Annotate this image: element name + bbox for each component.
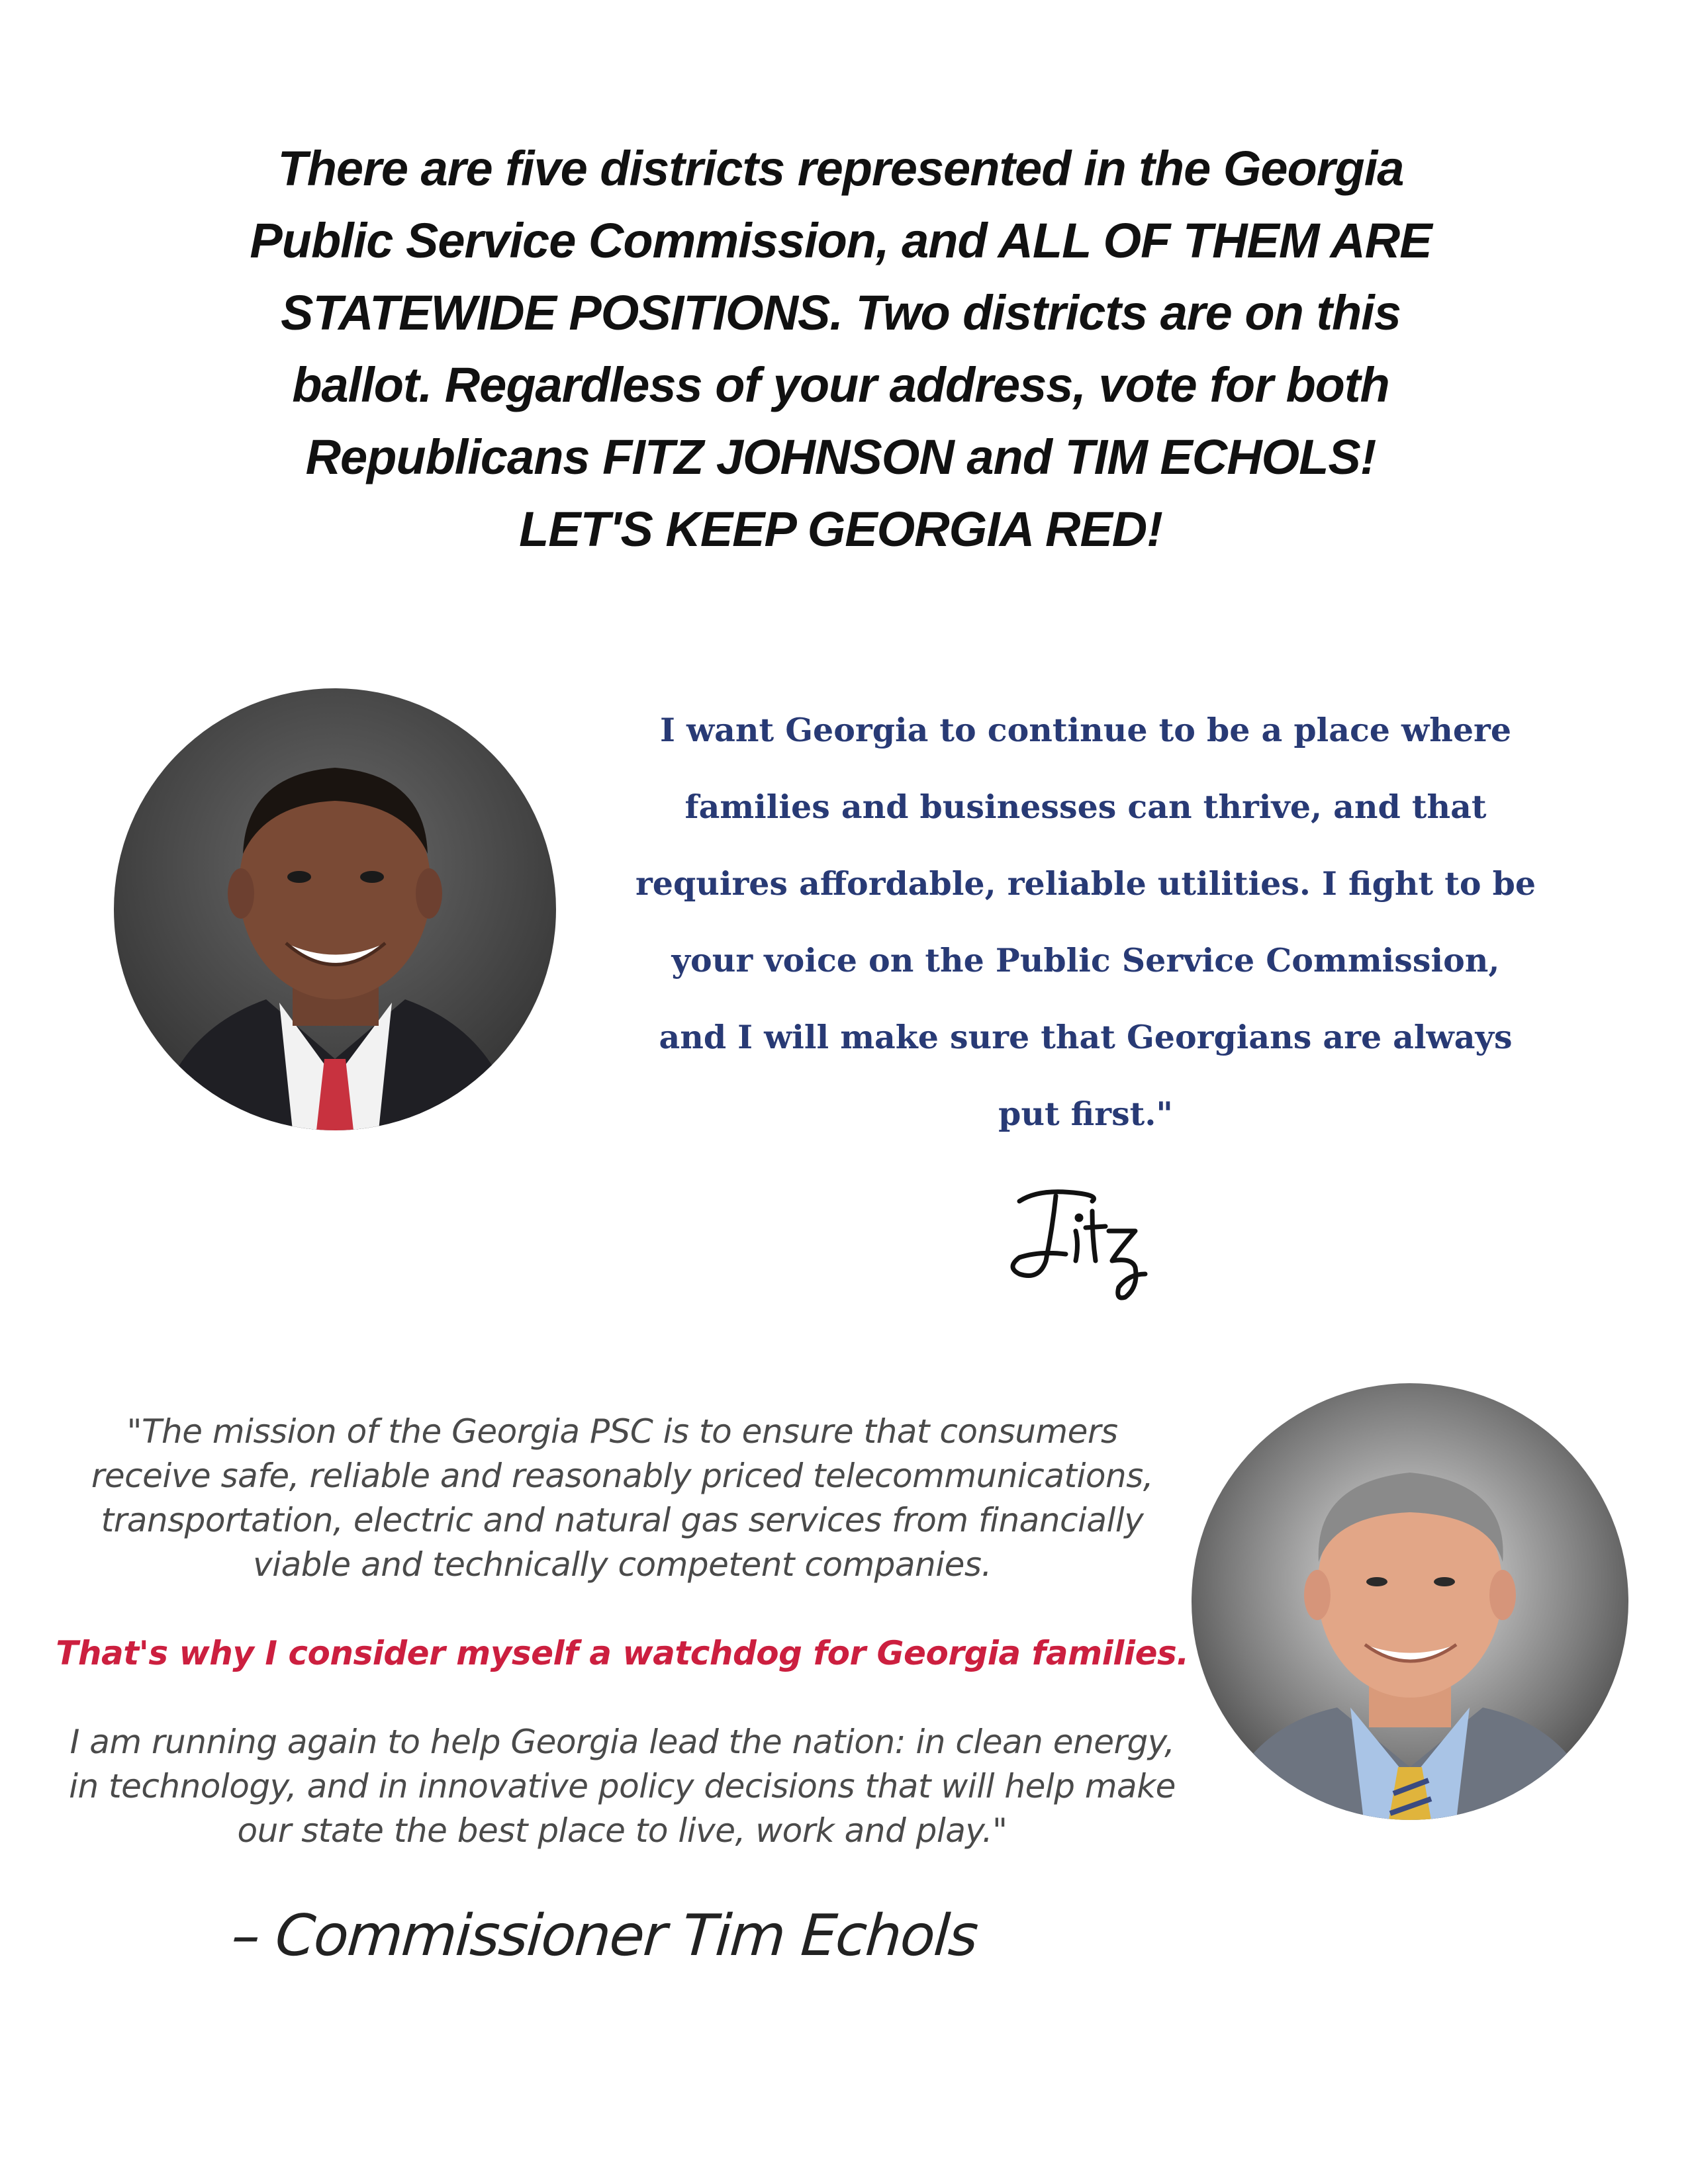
echols-quote-line: viable and technically competent companies. <box>253 1545 992 1584</box>
fitz-quote-line: I want Georgia to continue to be a place where <box>659 711 1512 749</box>
tim-echols-portrait <box>1192 1383 1628 1820</box>
headline <box>159 132 1523 565</box>
echols-quote-line: receive safe, reliable and reasonably priced telecommunications, <box>91 1457 1154 1495</box>
tim-echols-quote <box>26 1410 1218 1853</box>
portrait-illustration <box>114 688 556 1130</box>
fitz-signature <box>993 1175 1165 1307</box>
fitz-quote-line: your voice on the Public Service Commission, <box>671 941 1500 979</box>
echols-quote-line: our state the best place to live, work and play." <box>237 1811 1008 1850</box>
headline-line: LET'S KEEP GEORGIA RED! <box>519 502 1162 557</box>
fitz-quote-line: and I will make sure that Georgians are always <box>659 1018 1513 1056</box>
fitz-quote-line: families and businesses can thrive, and that <box>684 788 1487 826</box>
fitz-johnson-portrait <box>114 688 556 1130</box>
echols-quote-line: transportation, electric and natural gas services from financially <box>101 1501 1144 1539</box>
tim-echols-signature: – Commissioner Tim Echols <box>229 1903 980 1969</box>
watchdog-highlight: That's why I consider myself a watchdog for Georgia families. <box>56 1634 1189 1672</box>
echols-quote-line: in technology, and in innovative policy decisions that will help make <box>69 1767 1176 1805</box>
fitz-johnson-quote <box>622 692 1549 1152</box>
headline-line: Republicans FITZ JOHNSON and TIM ECHOLS! <box>305 430 1376 484</box>
headline-line: STATEWIDE POSITIONS. Two districts are on this <box>281 285 1401 340</box>
spacer <box>26 1587 1218 1631</box>
fitz-quote-line: requires affordable, reliable utilities. I fight to be <box>635 864 1536 903</box>
portrait-illustration <box>1192 1383 1628 1820</box>
headline-line: ballot. Regardless of your address, vote for both <box>292 357 1389 412</box>
fitz-quote-line: put first." <box>998 1095 1173 1133</box>
echols-quote-line: I am running again to help Georgia lead the nation: in clean energy, <box>70 1723 1175 1761</box>
headline-line: Public Service Commission, and ALL OF THEM ARE <box>250 213 1432 268</box>
echols-quote-line: "The mission of the Georgia PSC is to ensure that consumers <box>126 1412 1118 1451</box>
signature-graphic <box>993 1175 1165 1307</box>
spacer <box>26 1676 1218 1720</box>
headline-line: There are five districts represented in the Georgia <box>277 141 1404 196</box>
